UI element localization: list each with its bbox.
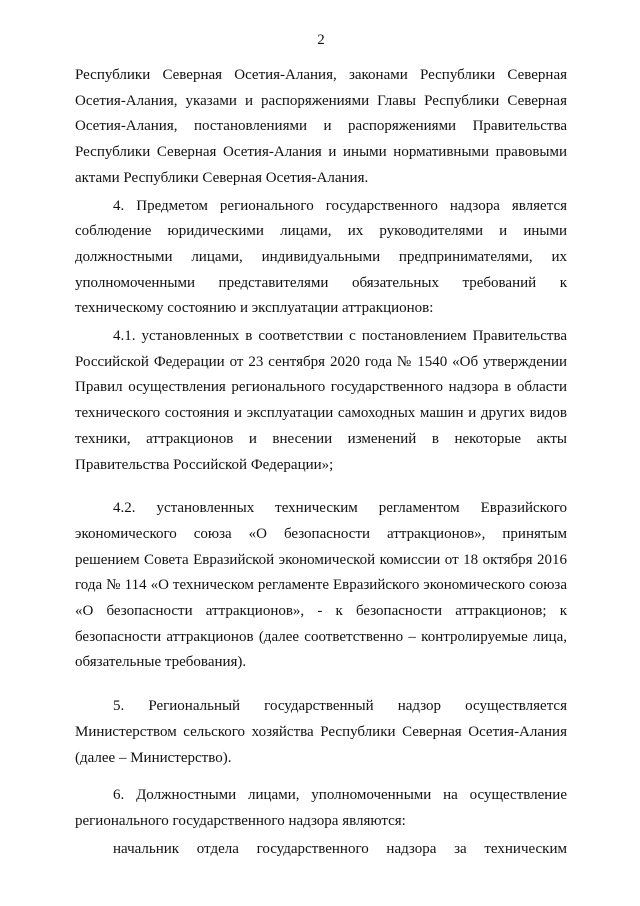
paragraph-item-6-start: начальник отдела государственного надзора за техническим bbox=[113, 840, 567, 857]
document-page bbox=[75, 32, 567, 862]
page-number: 2 bbox=[317, 32, 325, 48]
paragraph-item-4-2: 4.2. установленных техническим регламентом Евразийского экономического союза «О безопасности аттракционов», принятым решением Совета Евразийской экономической комиссии от 18 октября 2016 года № 114 «О техническом регламенте Евразийского экономического союза «О безопасности аттракционов», - к безопасности аттракционов; к безопасности аттракционов (далее соответственно – контролируемые лица, обязательные требования). bbox=[75, 500, 567, 671]
paragraph-item-4: 4. Предметом регионального государственного надзора является соблюдение юридическими лицами, их руководителями и иными должностными лицами, индивидуальными предпринимателями, их уполномоченными представителями обязательных требований к техническому состоянию и эксплуатации аттракционов: bbox=[75, 197, 567, 317]
paragraph-item-5: 5. Региональный государственный надзор осуществляется Министерством сельского хозяйства Республики Северная Осетия-Алания (далее – Министерство). bbox=[75, 698, 567, 766]
paragraph-continuation: Республики Северная Осетия-Алания, законами Республики Северная Осетия-Алания, указами и распоряжениями Главы Республики Северная Осетия-Алания, постановлениями и распоряжениями Правительства Республики Северная Осетия-Алания и иными нормативными правовыми актами Республики Северная Осетия-Алания. bbox=[75, 67, 567, 186]
paragraph-item-6: 6. Должностными лицами, уполномоченными на осуществление регионального государственного надзора являются: bbox=[75, 787, 567, 829]
paragraph-item-4-1: 4.1. установленных в соответствии с постановлением Правительства Российской Федерации от 23 сентября 2020 года № 1540 «Об утверждении Правил осуществления регионального государственного надзора в области технического состояния и эксплуатации самоходных машин и других видов техники, аттракционов и внесении изменений в некоторые акты Правительства Российской Федерации»; bbox=[75, 328, 567, 473]
